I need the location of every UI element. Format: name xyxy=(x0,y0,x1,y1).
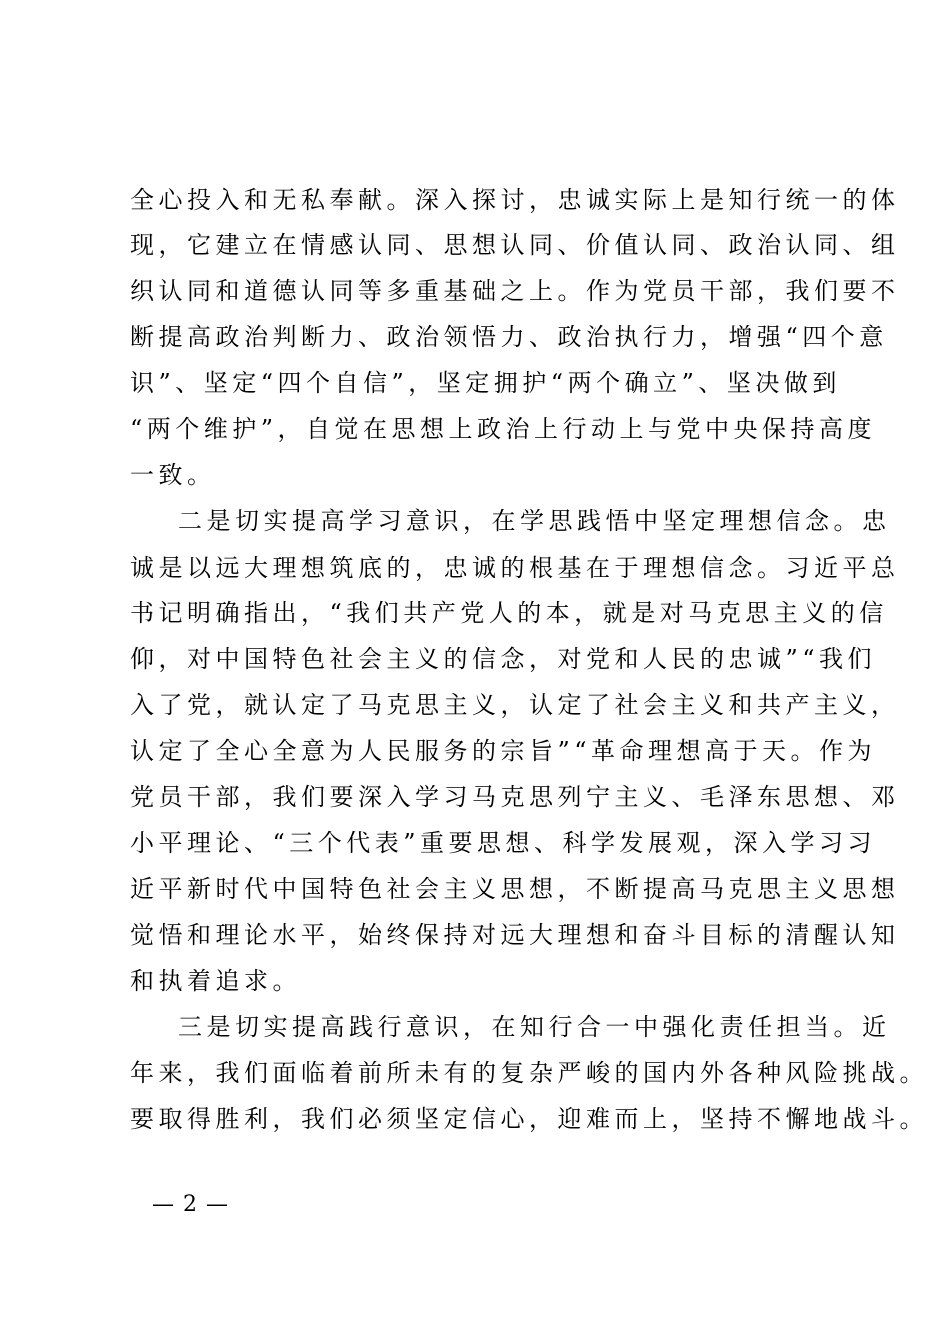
text-line: 和执着追求。 xyxy=(130,967,301,995)
text-line: 小平理论、“三个代表”重要思想、科学发展观，深入学习习 xyxy=(130,829,877,857)
paragraph-first-line: 二是切实提高学习意识，在学思践悟中坚定理想信念。忠 xyxy=(178,507,891,535)
paragraph-first-line: 三是切实提高践行意识，在知行合一中强化责任担当。近 xyxy=(178,1013,891,1041)
text-line: “两个维护”，自觉在思想上政治上行动上与党中央保持高度 xyxy=(130,415,877,443)
text-line: 觉悟和理论水平，始终保持对远大理想和奋斗目标的清醒认知 xyxy=(130,921,900,949)
text-line: 认定了全心全意为人民服务的宗旨”“革命理想高于天。作为 xyxy=(130,737,877,765)
text-line: 年来，我们面临着前所未有的复杂严峻的国内外各种风险挑战。 xyxy=(130,1059,928,1087)
text-line: 书记明确指出，“我们共产党人的本，就是对马克思主义的信 xyxy=(130,599,888,627)
text-line: 织认同和道德认同等多重基础之上。作为党员干部，我们要不 xyxy=(130,277,900,305)
text-line: 入了党，就认定了马克思主义，认定了社会主义和共产主义， xyxy=(130,691,900,719)
text-line: 断提高政治判断力、政治领悟力、政治执行力，增强“四个意 xyxy=(130,323,888,351)
text-line: 要取得胜利，我们必须坚定信心，迎难而上，坚持不懈地战斗。 xyxy=(130,1105,928,1133)
text-line: 一致。 xyxy=(130,461,216,489)
text-line: 现，它建立在情感认同、思想认同、价值认同、政治认同、组 xyxy=(130,231,900,259)
text-line: 近平新时代中国特色社会主义思想，不断提高马克思主义思想 xyxy=(130,875,900,903)
text-line: 全心投入和无私奉献。深入探讨，忠诚实际上是知行统一的体 xyxy=(130,186,900,214)
text-line: 识”、坚定“四个自信”，坚定拥护“两个确立”、坚决做到 xyxy=(130,369,841,397)
text-line: 党员干部，我们要深入学习马克思列宁主义、毛泽东思想、邓 xyxy=(130,783,900,811)
page-number: — 2 — xyxy=(152,1192,229,1217)
text-line: 诚是以远大理想筑底的，忠诚的根基在于理想信念。习近平总 xyxy=(130,554,900,582)
text-line: 仰，对中国特色社会主义的信念，对党和人民的忠诚”“我们 xyxy=(130,645,877,673)
